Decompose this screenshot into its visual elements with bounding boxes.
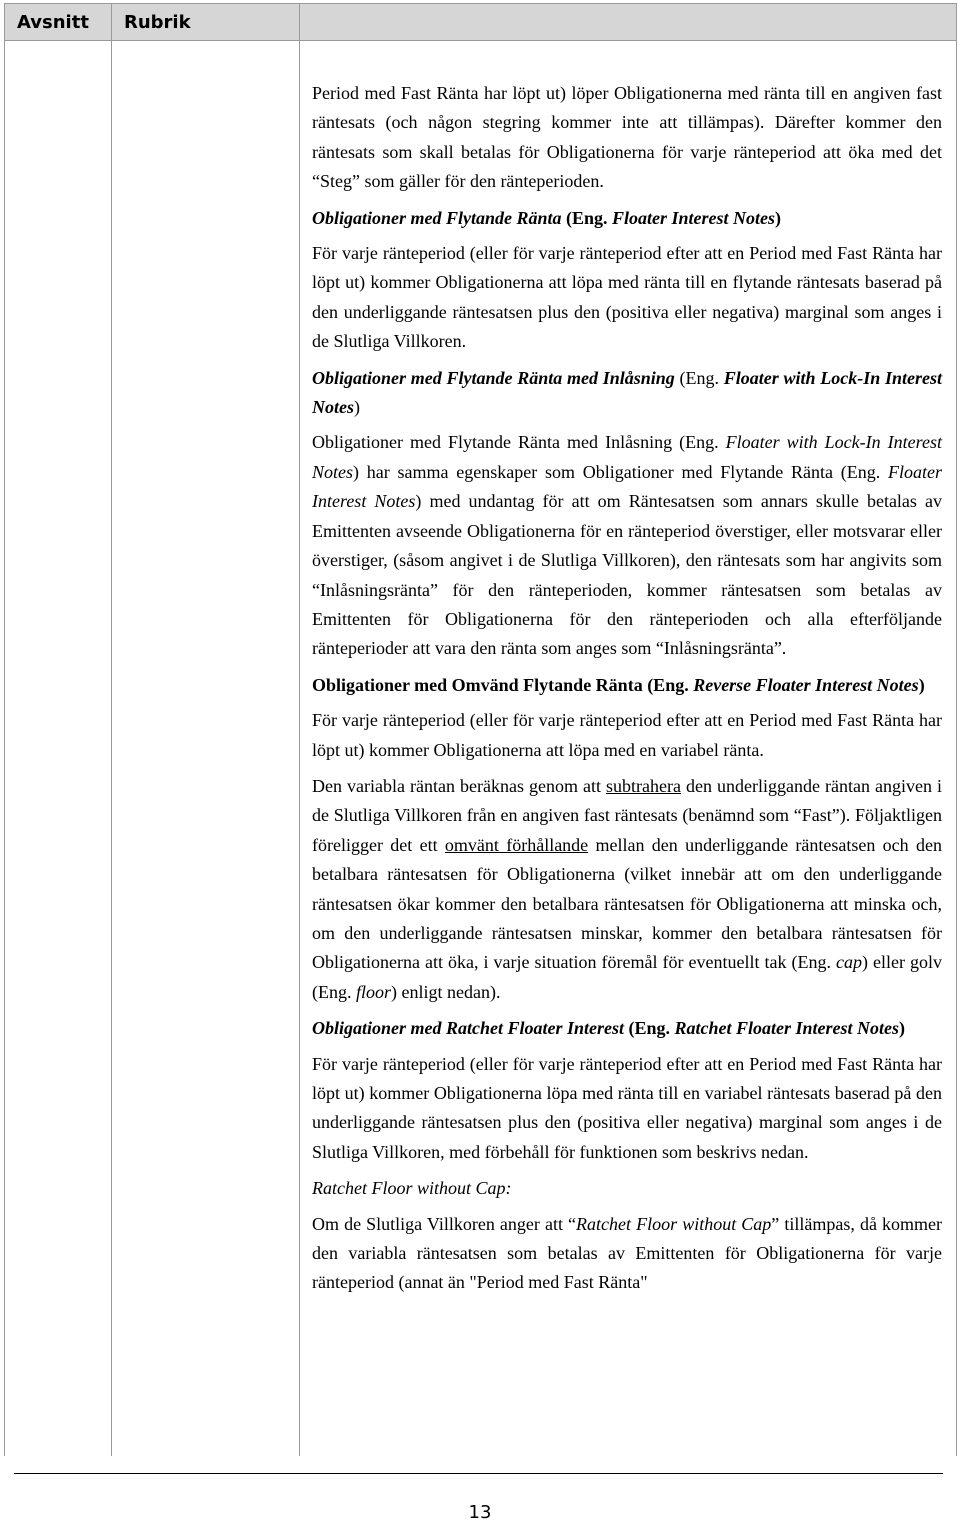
content-text (300, 41, 956, 1298)
page-number: 13 (468, 1502, 492, 1523)
cell-rubrik (112, 41, 300, 1457)
paragraph-ratchet-floor-without-cap: Om de Slutliga Villkoren anger att “Ratchet Floor without Cap” tillämpas, då kommer den variabla räntesatsen som betalas av Emittenten för Obligationerna för varje ränteperiod (annat än "Period med Fast Ränta" (312, 1213, 943, 1293)
paragraph-ratchet-floater: För varje ränteperiod (eller för varje ränteperiod efter att en Period med Fast Ränta har löpt ut) kommer Obligationerna löpa med ränta till en variabel räntesats baserad på den underliggande räntesatsen plus den (positiva eller negativa) marginal som anges i de Slutliga Villkoren, med förbehåll för funktionen som beskrivs nedan. (312, 1053, 942, 1162)
paragraph-fixed-step: Period med Fast Ränta har löpt ut) löper Obligationerna med ränta till en angiven fast räntesats (och någon stegring kommer inte att tillämpas). Därefter kommer den räntesats som skall betalas för Obligationerna för varje ränteperiod att öka med det “Steg” som gäller för den ränteperioden. (312, 83, 942, 192)
footer-divider (14, 1473, 943, 1474)
paragraph-reverse-floater-2: Den variabla räntan beräknas genom att subtrahera den underliggande räntan angiven i de Slutliga Villkoren från en angiven fast räntesats (benämnd som “Fast”). Följaktligen föreligger det ett omvänt förhållande mellan den underliggande räntesatsen och den betalbara räntesatsen för Obligationerna (vilket innebär att om den underliggande räntesatsen ökar kommer den betalbara räntesatsen för Obligationerna att minska och, om den underliggande räntesatsen minskar, kommer den betalbara räntesatsen för Obligationerna att öka, i varje situation föremål för eventuellt tak (Eng. cap) eller golv (Eng. floor) enligt nedan). (312, 775, 942, 1002)
header-content (300, 4, 957, 41)
cell-avsnitt (5, 41, 112, 1457)
paragraph-floater-lock-in: Obligationer med Flytande Ränta med Inlåsning (Eng. Floater with Lock-In Interest Notes) har samma egenskaper som Obligationer med Flytande Ränta (Eng. Floater Interest Notes) med undantag för att om Räntesatsen som annars skulle betalas av Emittenten avseende Obligationerna för en ränteperiod överstiger, eller motsvarar eller överstiger, (såsom angivet i de Slutliga Villkoren), den räntesats som har angivits som “Inlåsningsränta” för den ränteperioden, kommer räntesatsen som betalas av Emittenten för Obligationerna för den ränteperioden och alla efterföljande ränteperioder att vara den ränta som anges som “Inlåsningsränta”. (312, 432, 942, 659)
heading-floater-lock-in: Obligationer med Flytande Ränta med Inlåsning (Eng. Floater with Lock-In Interest Notes) (312, 367, 942, 418)
heading-ratchet-floater: Obligationer med Ratchet Floater Interest (Eng. Ratchet Floater Interest Notes) (312, 1018, 906, 1039)
heading-ratchet-floor-without-cap: Ratchet Floor without Cap: (312, 1178, 512, 1199)
heading-reverse-floater: Obligationer med Omvänd Flytande Ränta (Eng. Reverse Floater Interest Notes) (312, 674, 925, 695)
header-rubrik: Rubrik (112, 4, 300, 41)
paragraph-reverse-floater-1: För varje ränteperiod (eller för varje ränteperiod efter att en Period med Fast Ränta har löpt ut) kommer Obligationerna att löpa med en variabel ränta. (312, 710, 942, 760)
paragraph-floater: För varje ränteperiod (eller för varje ränteperiod efter att en Period med Fast Ränta har löpt ut) kommer Obligationerna att löpa med ränta till en flytande räntesats baserad på den underliggande räntesatsen plus den (positiva eller negativa) marginal som anges i de Slutliga Villkoren. (312, 243, 942, 352)
heading-floater: Obligationer med Flytande Ränta (Eng. Floater Interest Notes) (312, 207, 782, 228)
terms-table (4, 3, 957, 1456)
header-avsnitt: Avsnitt (5, 4, 112, 41)
table-header-row (5, 4, 957, 41)
table-body-row (5, 41, 957, 1457)
cell-content (300, 41, 957, 1457)
